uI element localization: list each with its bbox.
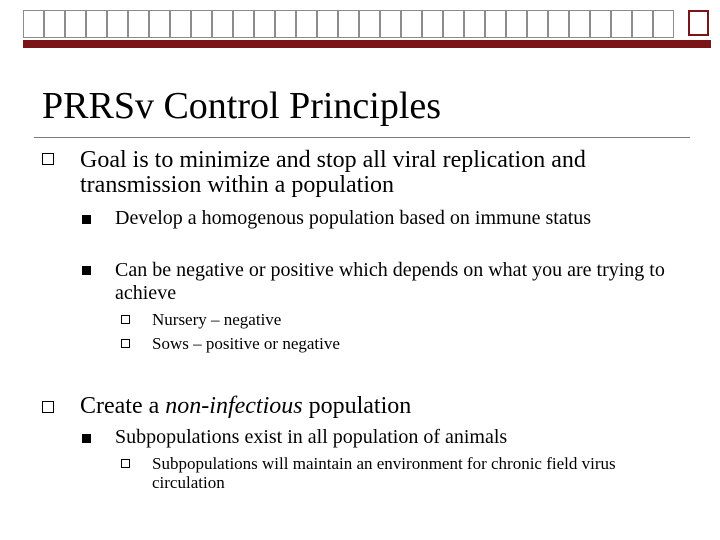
small-square-bullet-icon bbox=[121, 339, 130, 348]
hollow-square-bullet-icon bbox=[42, 401, 54, 413]
header-cell bbox=[44, 10, 65, 38]
header-cell bbox=[149, 10, 170, 38]
header-cell bbox=[338, 10, 359, 38]
header-cell bbox=[212, 10, 233, 38]
header-cell bbox=[611, 10, 632, 38]
header-cell bbox=[380, 10, 401, 38]
filled-square-bullet-icon bbox=[82, 266, 91, 275]
header-cell bbox=[527, 10, 548, 38]
small-square-bullet-icon bbox=[121, 459, 130, 468]
header-cell bbox=[107, 10, 128, 38]
header-end-square bbox=[688, 10, 709, 36]
sub-bullet-text: Can be negative or positive which depends on what you are trying to achieve bbox=[115, 259, 665, 304]
header-cell bbox=[191, 10, 212, 38]
header-cell bbox=[485, 10, 506, 38]
header-cell bbox=[548, 10, 569, 38]
hollow-square-bullet-icon bbox=[42, 153, 54, 165]
header-cell bbox=[401, 10, 422, 38]
header-accent-bar bbox=[23, 40, 711, 48]
header-cell bbox=[590, 10, 611, 38]
header-cell bbox=[128, 10, 149, 38]
bullet-text: Create a non-infectious population bbox=[80, 393, 412, 419]
header-cell bbox=[443, 10, 464, 38]
header-cell bbox=[653, 10, 674, 38]
sub-bullet-text: Develop a homogenous population based on immune status bbox=[115, 207, 592, 229]
header-cell bbox=[296, 10, 317, 38]
sub-bullet-text: Subpopulations exist in all population of animals bbox=[115, 426, 508, 448]
small-square-bullet-icon bbox=[121, 315, 130, 324]
bullet-text: Goal is to minimize and stop all viral replication and transmission within a population bbox=[80, 147, 586, 198]
sub-sub-bullet-text: Sows – positive or negative bbox=[152, 334, 340, 353]
sub-sub-bullet-text: Subpopulations will maintain an environment for chronic field virus circulation bbox=[152, 454, 616, 492]
header-cell bbox=[65, 10, 86, 38]
header-decoration bbox=[23, 10, 711, 42]
header-cell bbox=[464, 10, 485, 38]
title-divider bbox=[34, 137, 690, 138]
header-grid bbox=[23, 10, 674, 40]
header-cell bbox=[422, 10, 443, 38]
emphasis-text: non-infectious bbox=[165, 393, 303, 419]
filled-square-bullet-icon bbox=[82, 215, 91, 224]
sub-sub-bullet-text: Nursery – negative bbox=[152, 310, 282, 329]
filled-square-bullet-icon bbox=[82, 434, 91, 443]
header-cell bbox=[23, 10, 44, 38]
header-cell bbox=[254, 10, 275, 38]
header-cell bbox=[86, 10, 107, 38]
header-cell bbox=[506, 10, 527, 38]
slide-title: PRRSv Control Principles bbox=[42, 85, 442, 127]
header-cell bbox=[569, 10, 590, 38]
header-cell bbox=[359, 10, 380, 38]
header-cell bbox=[317, 10, 338, 38]
header-cell bbox=[632, 10, 653, 38]
header-cell bbox=[170, 10, 191, 38]
header-cell bbox=[233, 10, 254, 38]
header-cell bbox=[275, 10, 296, 38]
